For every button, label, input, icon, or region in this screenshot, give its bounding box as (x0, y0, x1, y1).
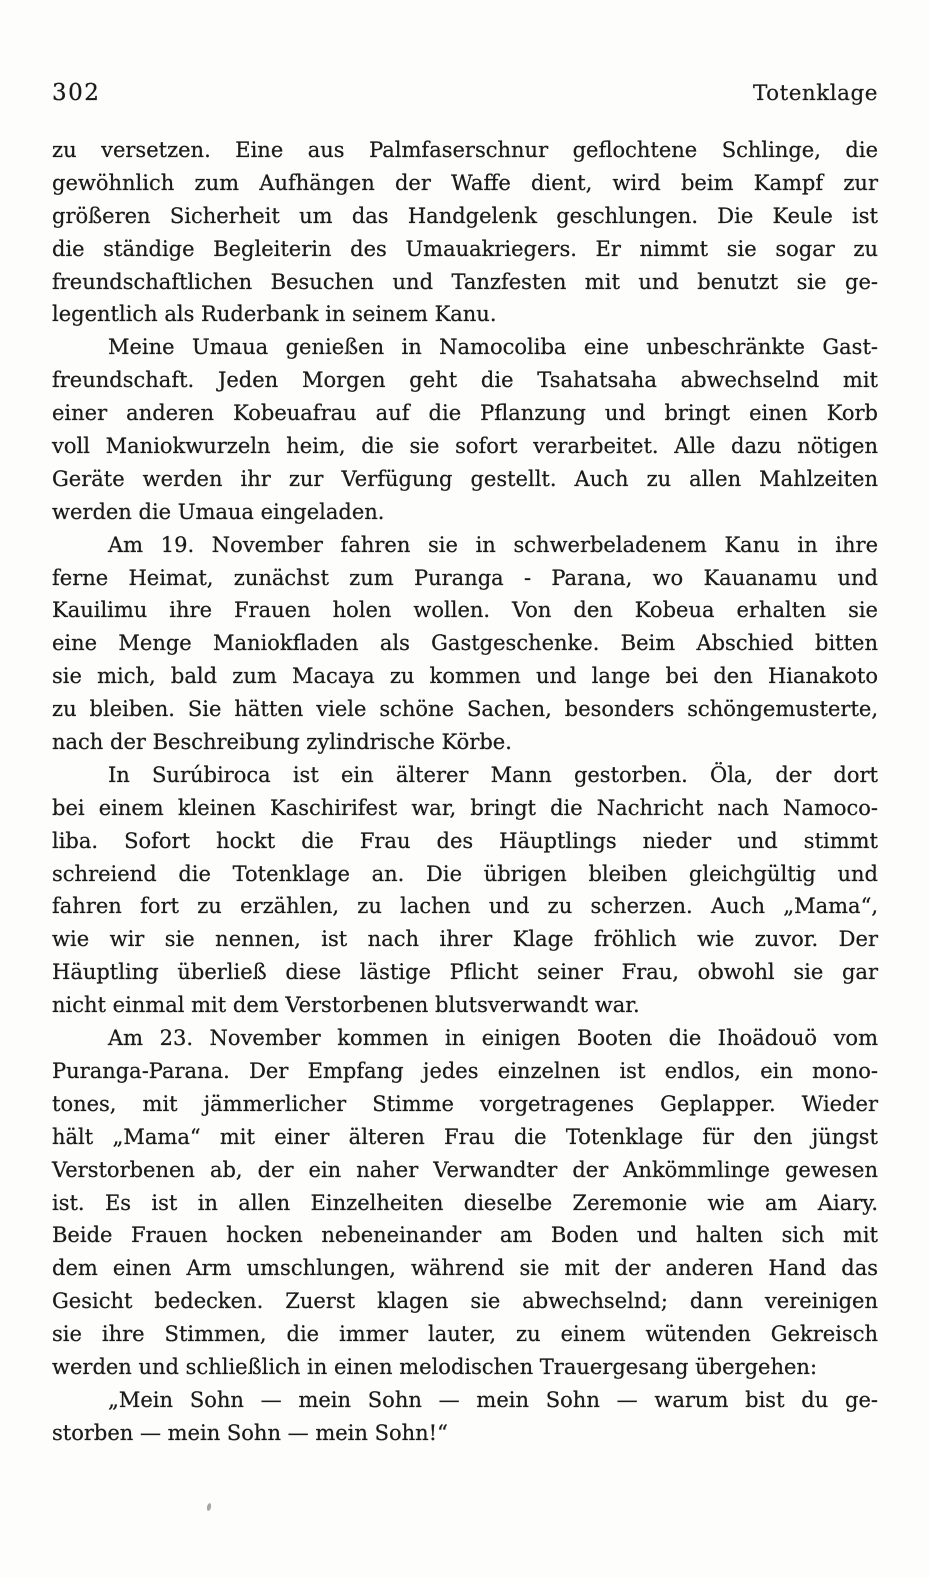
text-line: nicht einmal mit dem Verstorbenen blutsverwandt war. (52, 993, 640, 1018)
text-line: Gesicht bedecken. Zuerst klagen sie abwechselnd; dann vereinigen (52, 1289, 878, 1314)
text-line: Häuptling überließ diese lästige Pflicht seiner Frau, obwohl sie gar (52, 960, 878, 985)
page-number: 302 (52, 80, 101, 106)
text-line: zu versetzen. Eine aus Palmfaserschnur geflochtene Schlinge, die (52, 138, 878, 162)
text-line: eine Menge Maniokfladen als Gastgeschenke. Beim Abschied bitten (52, 631, 878, 656)
text-line: legentlich als Ruderbank in seinem Kanu. (52, 302, 497, 327)
text-line: In Surúbiroca ist ein älterer Mann gestorben. Öla, der dort (108, 762, 878, 787)
page-header (52, 80, 878, 106)
text-line: einer anderen Kobeuafrau auf die Pflanzung und bringt einen Korb (52, 401, 878, 426)
text-line: Am 23. November kommen in einigen Booten die Ihoädouö vom (108, 1026, 878, 1051)
text-line: ferne Heimat, zunächst zum Puranga - Parana, wo Kauanamu und (52, 565, 878, 590)
text-line: schreiend die Totenklage an. Die übrigen bleiben gleichgültig und (52, 861, 878, 886)
text-line: die ständige Begleiterin des Umauakriegers. Er nimmt sie sogar zu (52, 236, 878, 261)
text-line: liba. Sofort hockt die Frau des Häuptlings nieder und stimmt (52, 828, 878, 853)
text-line: größeren Sicherheit um das Handgelenk geschlungen. Die Keule ist (52, 203, 878, 228)
text-line: wie wir sie nennen, ist nach ihrer Klage fröhlich wie zuvor. Der (52, 927, 878, 952)
running-header: Totenklage (752, 81, 878, 106)
text-line: Kauilimu ihre Frauen holen wollen. Von den Kobeua erhalten sie (52, 598, 878, 623)
scan-speck (206, 1503, 212, 1512)
text-line: bei einem kleinen Kaschirifest war, bringt die Nachricht nach Namoco- (52, 795, 878, 820)
text-line: Verstorbenen ab, der ein naher Verwandter der Ankömmlinge gewesen (52, 1157, 878, 1182)
text-line: freundschaft. Jeden Morgen geht die Tsahatsaha abwechselnd mit (52, 368, 878, 393)
text-line: nach der Beschreibung zylindrische Körbe. (52, 730, 512, 755)
text-line: Meine Umaua genießen in Namocoliba eine unbeschränkte Gast- (108, 335, 878, 360)
text-line: gewöhnlich zum Aufhängen der Waffe dient, wird beim Kampf zur (52, 170, 878, 195)
text-line: Geräte werden ihr zur Verfügung gestellt. Auch zu allen Mahlzeiten (52, 466, 878, 491)
paragraph (52, 759, 878, 1022)
paragraph (52, 529, 878, 759)
text-line: tones, mit jämmerlicher Stimme vorgetragenes Geplapper. Wieder (52, 1091, 878, 1116)
text-block (52, 134, 878, 1450)
text-line: Am 19. November fahren sie in schwerbeladenem Kanu in ihre (108, 532, 878, 557)
text-line: fahren fort zu erzählen, zu lachen und zu scherzen. Auch „Mama“, (52, 894, 878, 919)
text-line: storben — mein Sohn — mein Sohn!“ (52, 1420, 448, 1445)
text-line: Puranga-Parana. Der Empfang jedes einzelnen ist endlos, ein mono- (52, 1058, 878, 1083)
text-line: werden die Umaua eingeladen. (52, 499, 385, 524)
paragraph (52, 331, 878, 528)
text-line: „Mein Sohn — mein Sohn — mein Sohn — warum bist du ge- (108, 1387, 878, 1412)
text-line: werden und schließlich in einen melodischen Trauergesang übergehen: (52, 1354, 818, 1379)
text-line: Beide Frauen hocken nebeneinander am Boden und halten sich mit (52, 1223, 878, 1248)
text-line: sie ihre Stimmen, die immer lauter, zu einem wütenden Gekreisch (52, 1322, 878, 1347)
text-line: ist. Es ist in allen Einzelheiten dieselbe Zeremonie wie am Aiary. (52, 1190, 878, 1215)
text-line: voll Maniokwurzeln heim, die sie sofort verarbeitet. Alle dazu nötigen (52, 434, 878, 459)
text-line: freundschaftlichen Besuchen und Tanzfesten mit und benutzt sie ge- (52, 269, 878, 294)
text-line: dem einen Arm umschlungen, während sie mit der anderen Hand das (52, 1256, 878, 1281)
text-line: zu bleiben. Sie hätten viele schöne Sachen, besonders schöngemusterte, (52, 697, 878, 722)
text-line: sie mich, bald zum Macaya zu kommen und lange bei den Hianakoto (52, 664, 878, 689)
paragraph (52, 1384, 878, 1450)
paragraph (52, 134, 878, 331)
text-line: hält „Mama“ mit einer älteren Frau die Totenklage für den jüngst (52, 1124, 878, 1149)
paragraph (52, 1022, 878, 1384)
